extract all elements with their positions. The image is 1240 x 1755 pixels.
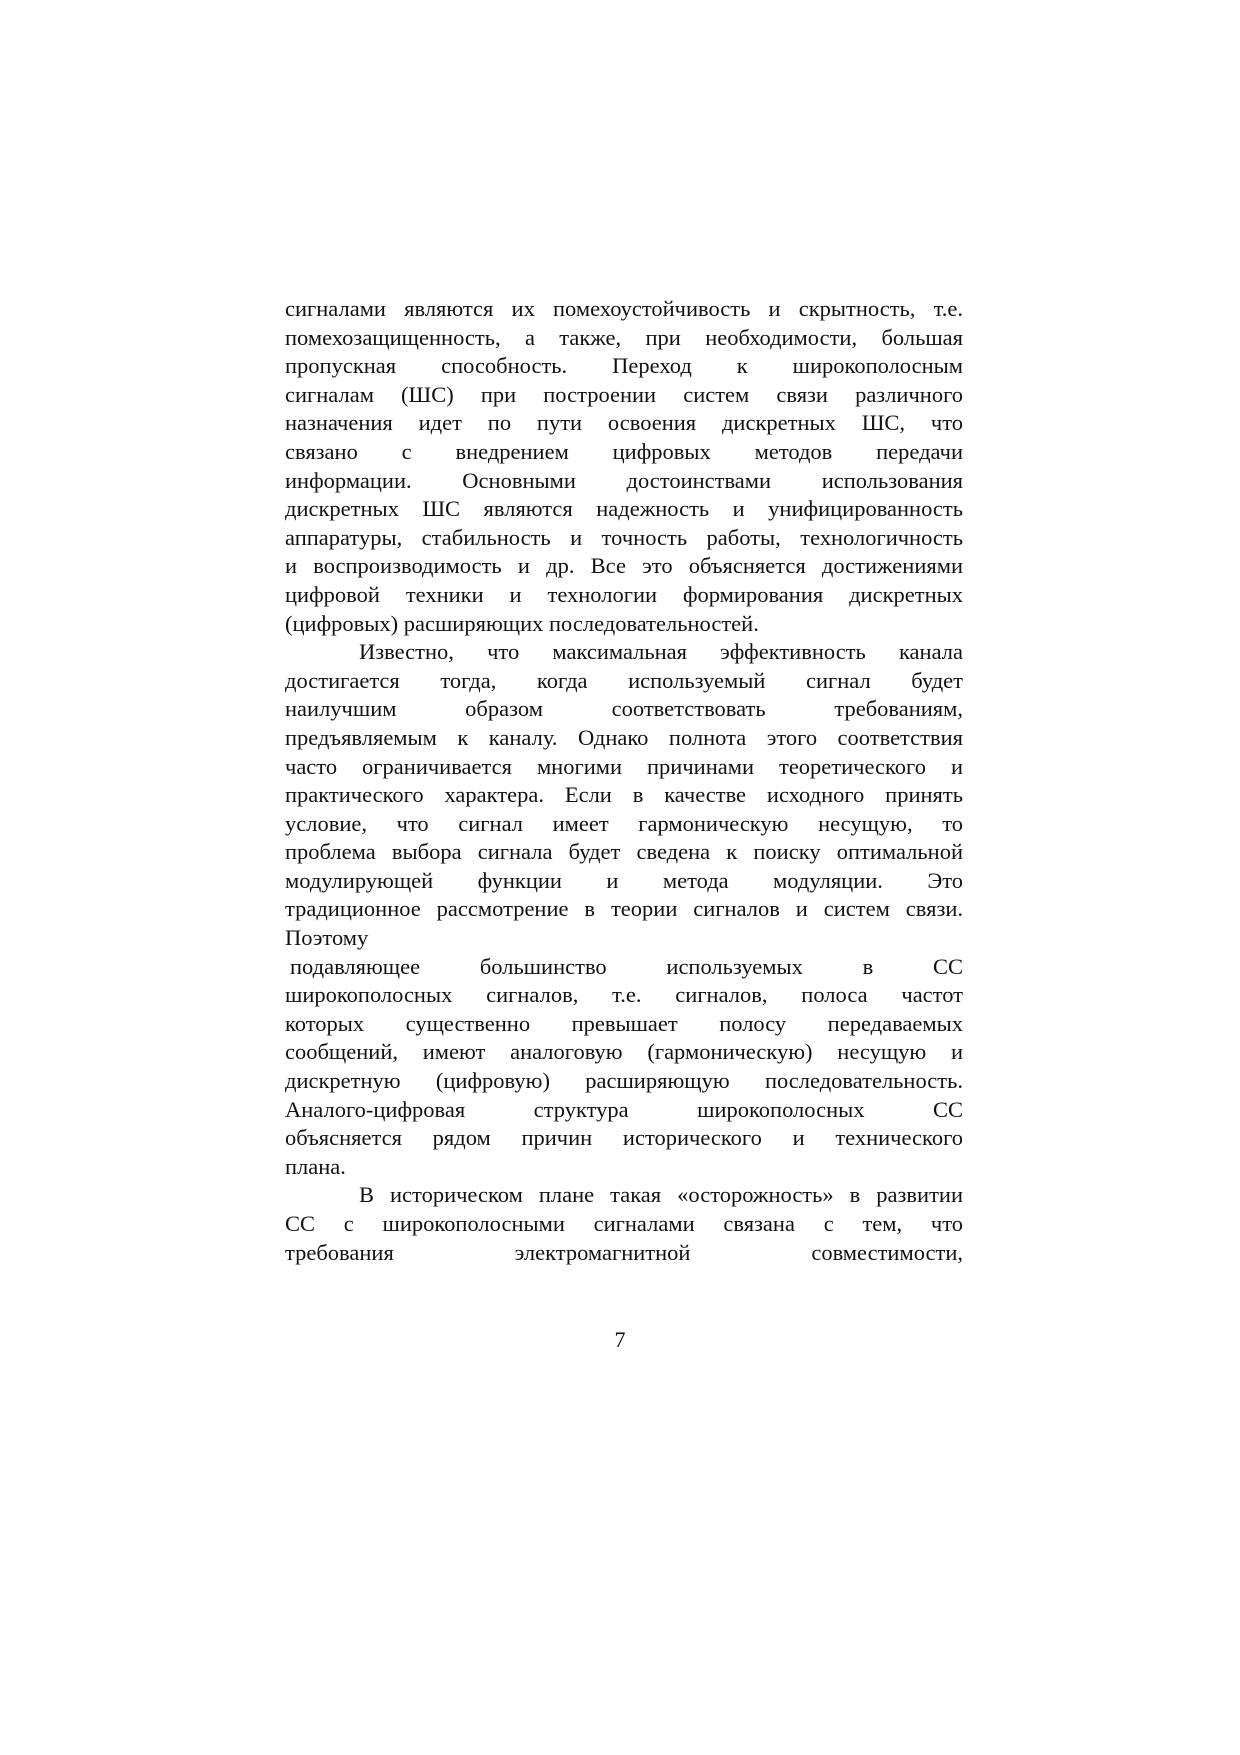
text-line: плана.	[285, 1153, 346, 1179]
text-line: широкополосных сигналов, т.е. сигналов, полоса частот	[285, 982, 963, 1008]
text-line: модулирующей функции и метода модуляции. Это	[285, 867, 963, 893]
text-line: назначения идет по пути освоения дискретных ШС, что	[285, 410, 963, 436]
text-line: достигается тогда, когда используемый сигнал будет	[285, 667, 963, 693]
text-line: проблема выбора сигнала будет сведена к поиску оптимальной	[285, 839, 963, 865]
text-line: практического характера. Если в качестве исходного принять	[285, 782, 963, 808]
text-line: предъявляемым к каналу. Однако полнота этого соответствия	[285, 724, 963, 750]
text-line: которых существенно превышает полосу передаваемых	[285, 1010, 963, 1036]
text-line: Поэтому	[285, 925, 369, 951]
text-line: Аналого-цифровая структура широкополосных СС	[285, 1096, 963, 1122]
text-line: часто ограничивается многими причинами теоретического и	[285, 753, 963, 779]
text-line: Известно, что максимальная эффективность канала	[359, 639, 963, 665]
text-line: информации. Основными достоинствами использования	[285, 467, 963, 493]
text-line: объясняется рядом причин исторического и технического	[285, 1125, 963, 1151]
text-line: пропускная способность. Переход к широкополосным	[285, 353, 963, 379]
page-number: 7	[614, 1327, 626, 1352]
text-line: (цифровых) расширяющих последовательностей.	[285, 610, 759, 636]
text-line: цифровой техники и технологии формирования дискретных	[285, 581, 963, 607]
text-line: связано с внедрением цифровых методов передачи	[285, 438, 963, 464]
text-line: традиционное рассмотрение в теории сигналов и систем связи.	[285, 896, 963, 922]
text-line: дискретных ШС являются надежность и унифицированность	[285, 496, 963, 522]
text-line: и воспроизводимость и др. Все это объясняется достижениями	[285, 553, 963, 579]
text-line: сигналам (ШС) при построении систем связи различного	[285, 381, 963, 407]
text-line: СС с широкополосными сигналами связана с тем, что	[285, 1211, 963, 1236]
text-line: дискретную (цифровую) расширяющую последовательность.	[285, 1068, 963, 1094]
text-line: сообщений, имеют аналоговую (гармоническую) несущую и	[285, 1039, 963, 1065]
text-line: требования электромагнитной совместимости,	[285, 1239, 963, 1265]
text-line: В историческом плане такая «осторожность» в развитии	[359, 1182, 963, 1208]
text-line: сигналами являются их помехоустойчивость и скрытность, т.е.	[285, 296, 963, 321]
text-line: помехозащищенность, а также, при необходимости, большая	[285, 324, 963, 350]
text-line: наилучшим образом соответствовать требованиям,	[285, 696, 963, 722]
body-text	[285, 295, 963, 1267]
text-line: условие, что сигнал имеет гармоническую несущую, то	[285, 810, 963, 836]
text-line: аппаратуры, стабильность и точность работы, технологичность	[285, 524, 963, 550]
text-line: подавляющее большинство используемых в СС	[290, 953, 963, 979]
